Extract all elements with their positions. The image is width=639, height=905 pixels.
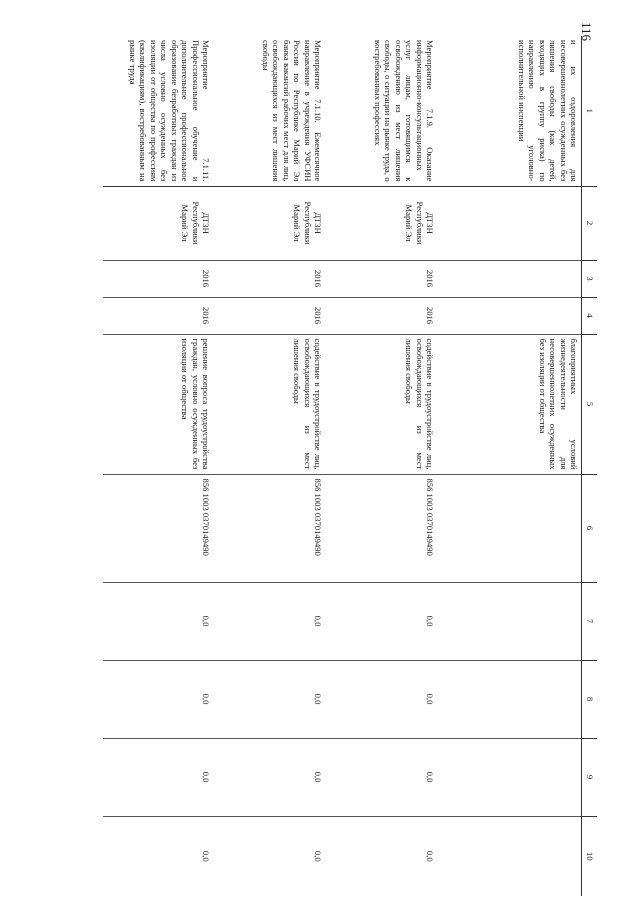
activity-cell: Мероприятие 7.1.9. Оказание информационно-консультационных услуг лицам, готовящимся к освобождению из мест лишения свободы, о ситуации на рынке труда, о востребованных профессиях (327, 36, 439, 186)
column-number-row (582, 36, 598, 896)
page-number: 116 (579, 22, 594, 42)
end-year-cell: 2016 (215, 297, 327, 334)
column-header: 9 (582, 738, 598, 816)
value-cell-8: 0,0 (327, 660, 439, 738)
column-header: 10 (582, 816, 598, 896)
expected-result-cell: решение вопроса трудоустройства граждан, условно осужденных без изоляции от общества (103, 334, 215, 474)
column-header: 3 (582, 260, 598, 297)
start-year-cell: 2016 (327, 260, 439, 297)
value-cell-7 (439, 582, 582, 660)
table-row (327, 36, 439, 896)
start-year-cell: 2016 (215, 260, 327, 297)
budget-code-cell: 856 1003 0370149490 (103, 474, 215, 582)
value-cell-10: 0,0 (103, 816, 215, 896)
end-year-cell: 2016 (103, 297, 215, 334)
value-cell-8: 0,0 (215, 660, 327, 738)
executor-cell: ДТЗН Республики Марий Эл (215, 186, 327, 260)
value-cell-8: 0,0 (103, 660, 215, 738)
column-header: 4 (582, 297, 598, 334)
budget-code-cell: 856 1003 0370149490 (215, 474, 327, 582)
value-cell-10: 0,0 (215, 816, 327, 896)
column-header: 6 (582, 474, 598, 582)
executor-cell: ДТЗН Республики Марий Эл (103, 186, 215, 260)
column-header: 1 (582, 36, 598, 186)
end-year-cell (439, 297, 582, 334)
end-year-cell: 2016 (327, 297, 439, 334)
executor-cell: ДТЗН Республики Марий Эл (327, 186, 439, 260)
activity-cell: Мероприятие 7.1.11. Профессиональное обучение и дополнительное профессиональное образование безработных граждан из числа условно осужденных без изоляции от общества по профессиям (квалификациям), востребованным на рынке труда (103, 36, 215, 186)
value-cell-7: 0,0 (215, 582, 327, 660)
budget-code-cell (439, 474, 582, 582)
value-cell-8 (439, 660, 582, 738)
program-activities-table (103, 36, 597, 896)
activity-cell: и их оздоровления для несовершеннолетних осужденных без лишения свободы (как детей, входящих в группу риска) по направлению уголовно-исполнительной инспекции (439, 36, 582, 186)
value-cell-10: 0,0 (327, 816, 439, 896)
value-cell-9: 0,0 (103, 738, 215, 816)
column-header: 7 (582, 582, 598, 660)
value-cell-7: 0,0 (103, 582, 215, 660)
column-header: 8 (582, 660, 598, 738)
table-row (215, 36, 327, 896)
column-header: 5 (582, 334, 598, 474)
activity-cell: Мероприятие 7.1.10. Ежемесячное направление в учреждения УФСИН России по Республике Марий Эл банка вакансий рабочих мест для лиц, освобождающихся из мест лишения свободы (215, 36, 327, 186)
executor-cell (439, 186, 582, 260)
start-year-cell (439, 260, 582, 297)
value-cell-7: 0,0 (327, 582, 439, 660)
table-row (103, 36, 215, 896)
expected-result-cell: содействие в трудоустройстве лиц, освобождающихся из мест лишения свободы (215, 334, 327, 474)
value-cell-10 (439, 816, 582, 896)
column-header: 2 (582, 186, 598, 260)
expected-result-cell: благоприятных условий жизнедеятельности для несовершеннолетних осужденных без изоляции от общества (439, 334, 582, 474)
start-year-cell: 2016 (103, 260, 215, 297)
value-cell-9 (439, 738, 582, 816)
expected-result-cell: содействие в трудоустройстве лиц, освобождающихся из мест лишения свободы (327, 334, 439, 474)
rotated-table-container (27, 36, 597, 896)
value-cell-9: 0,0 (327, 738, 439, 816)
table-row (439, 36, 582, 896)
value-cell-9: 0,0 (215, 738, 327, 816)
budget-code-cell: 856 1003 0370149490 (327, 474, 439, 582)
